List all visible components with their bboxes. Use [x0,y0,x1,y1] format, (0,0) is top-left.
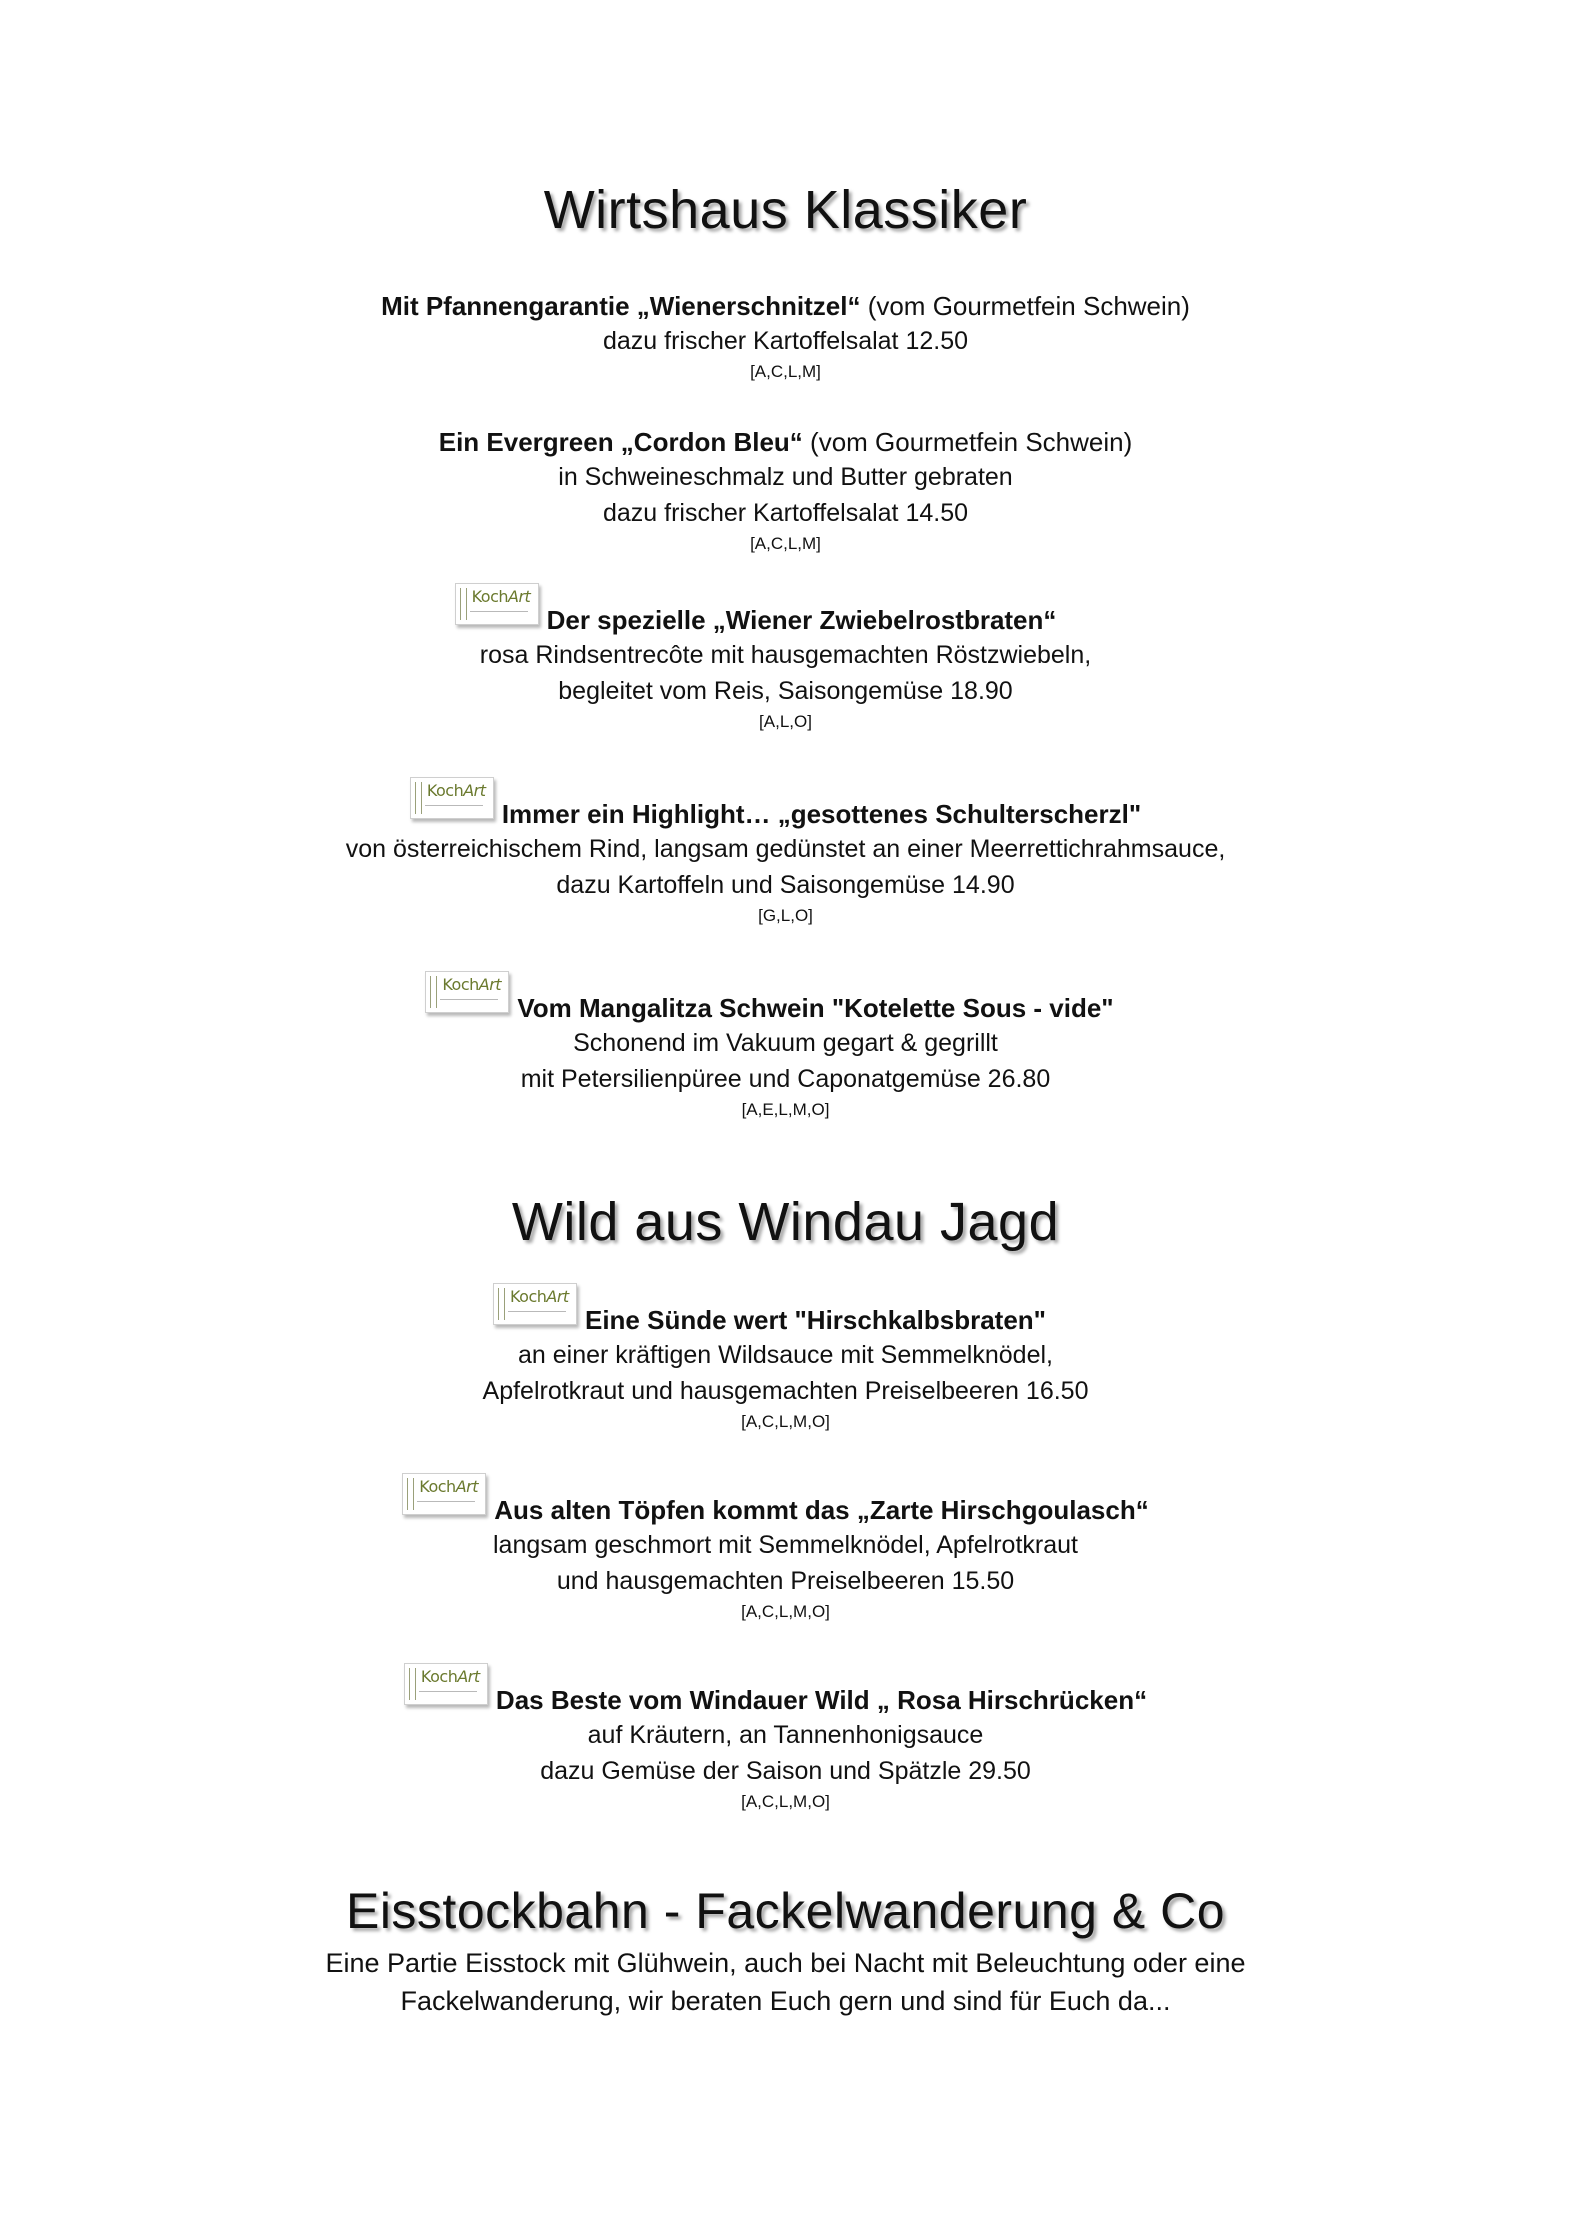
section-title-eisstock: Eisstockbahn - Fackelwanderung & Co [345,1883,1226,1939]
dish-cordon-bleu [0,419,1571,557]
allergen-codes: [A,C,L,M,O] [741,1602,830,1621]
dish-head [0,975,1555,1025]
dish-description: begleitet vom Reis, Saisongemüse 18.90 [558,677,1013,705]
dish-description: Schonend im Vakuum gegart & gegrillt [573,1029,998,1057]
kochart-badge-icon: KochArt [425,971,509,1013]
dish-description: dazu Gemüse der Saison und Spätzle 29.50 [540,1757,1031,1785]
dish-zwiebelrostbraten [0,587,1571,735]
allergen-codes: [A,C,L,M] [750,534,821,553]
dish-title: Ein Evergreen „Cordon Bleu“ (vom Gourmetfein Schwein) [438,427,1133,457]
dish-head [0,781,1561,831]
dish-kotelette [0,975,1571,1123]
info-line: Eine Partie Eisstock mit Glühwein, auch bei Nacht mit Beleuchtung oder eine [325,1948,1246,1978]
dish-description: dazu frischer Kartoffelsalat 12.50 [602,327,969,355]
dish-head [0,1287,1555,1337]
eisstock-info [0,1944,1571,2020]
dish-head [0,419,1571,459]
dish-head [0,587,1541,637]
dish-title: Mit Pfannengarantie „Wienerschnitzel“ (vom Gourmetfein Schwein) [381,291,1190,321]
kochart-badge-icon: KochArt [493,1283,577,1325]
dish-head [0,1667,1561,1717]
dish-description: mit Petersilienpüree und Caponatgemüse 26.80 [520,1065,1051,1093]
dish-description: rosa Rindsentrecôte mit hausgemachten Röstzwiebeln, [479,641,1092,669]
dish-description: auf Kräutern, an Tannenhonigsauce [587,1721,984,1749]
dish-description: von österreichischem Rind, langsam gedünstet an einer Meerrettichrahmsauce, [345,835,1226,863]
dish-hirschkalbsbraten [0,1287,1571,1435]
allergen-codes: [A,L,O] [759,712,812,731]
dish-hirschgoulasch [0,1477,1571,1625]
dish-head [0,283,1571,323]
allergen-codes: [A,C,L,M,O] [741,1412,830,1431]
kochart-badge-icon: KochArt [410,777,494,819]
info-line: Fackelwanderung, wir beraten Euch gern und sind für Euch da... [400,1986,1171,2016]
dish-hirschruecken [0,1667,1571,1815]
allergen-codes: [A,C,L,M] [750,362,821,381]
dish-description: langsam geschmort mit Semmelknödel, Apfelrotkraut [493,1531,1078,1559]
kochart-badge-icon: KochArt [455,583,539,625]
kochart-badge-icon: KochArt [404,1663,488,1705]
dish-title: Vom Mangalitza Schwein "Kotelette Sous - vide" [517,993,1114,1023]
dish-title: Das Beste vom Windauer Wild „ Rosa Hirschrücken“ [495,1685,1148,1715]
dish-title: Immer ein Highlight… „gesottenes Schulterscherzl" [501,799,1142,829]
dish-title: Der spezielle „Wiener Zwiebelrostbraten“ [546,605,1057,635]
allergen-codes: [A,C,L,M,O] [741,1792,830,1811]
dish-description: an einer kräftigen Wildsauce mit Semmelknödel, [518,1341,1053,1369]
dish-description: dazu Kartoffeln und Saisongemüse 14.90 [556,871,1015,899]
dish-head [0,1477,1561,1527]
dish-description: Apfelrotkraut und hausgemachten Preiselbeeren 16.50 [482,1377,1089,1405]
dish-description: dazu frischer Kartoffelsalat 14.50 [602,499,969,527]
section-title-klassiker: Wirtshaus Klassiker [543,180,1028,240]
dish-description: und hausgemachten Preiselbeeren 15.50 [556,1567,1015,1595]
dish-wienerschnitzel [0,283,1571,385]
dish-title: Aus alten Töpfen kommt das „Zarte Hirschgoulasch“ [494,1495,1149,1525]
dish-title: Eine Sünde wert "Hirschkalbsbraten" [584,1305,1046,1335]
kochart-badge-icon: KochArt [402,1473,486,1515]
dish-description: in Schweineschmalz und Butter gebraten [558,463,1013,491]
section-title-wild: Wild aus Windau Jagd [511,1192,1060,1252]
dish-schulterscherzl [0,781,1571,929]
allergen-codes: [G,L,O] [758,906,813,925]
allergen-codes: [A,E,L,M,O] [741,1100,830,1119]
